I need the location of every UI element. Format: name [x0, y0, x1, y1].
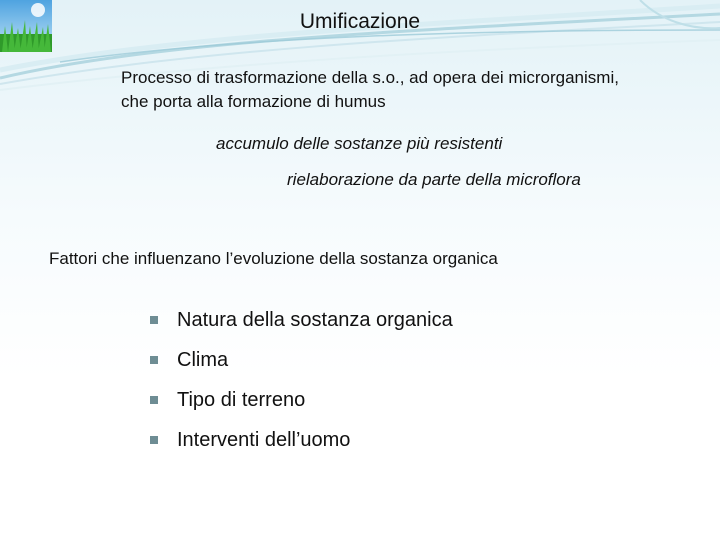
- square-bullet-icon: [150, 436, 158, 444]
- list-item: [150, 300, 453, 340]
- square-bullet-icon: [150, 356, 158, 364]
- factors-list: [150, 300, 453, 460]
- factor-label: Natura della sostanza organica: [177, 308, 453, 331]
- factors-heading: Fattori che influenzano l’evoluzione della sostanza organica: [49, 249, 498, 268]
- list-item: [150, 420, 453, 460]
- step-reworking: rielaborazione da parte della microflora: [287, 170, 581, 189]
- factor-label: Tipo di terreno: [177, 388, 306, 411]
- slide-title: Umificazione: [299, 10, 421, 33]
- list-item: [150, 340, 453, 380]
- square-bullet-icon: [150, 396, 158, 404]
- factor-label: Clima: [177, 348, 229, 371]
- list-item: [150, 380, 453, 420]
- step-accumulation: accumulo delle sostanze più resistenti: [216, 134, 503, 153]
- square-bullet-icon: [150, 316, 158, 324]
- intro-text: Processo di trasformazione della s.o., ad opera dei microrganismi, che porta alla formazione di humus: [121, 68, 619, 111]
- factor-label: Interventi dell’uomo: [177, 428, 351, 451]
- grass-sky-thumbnail: [0, 0, 52, 52]
